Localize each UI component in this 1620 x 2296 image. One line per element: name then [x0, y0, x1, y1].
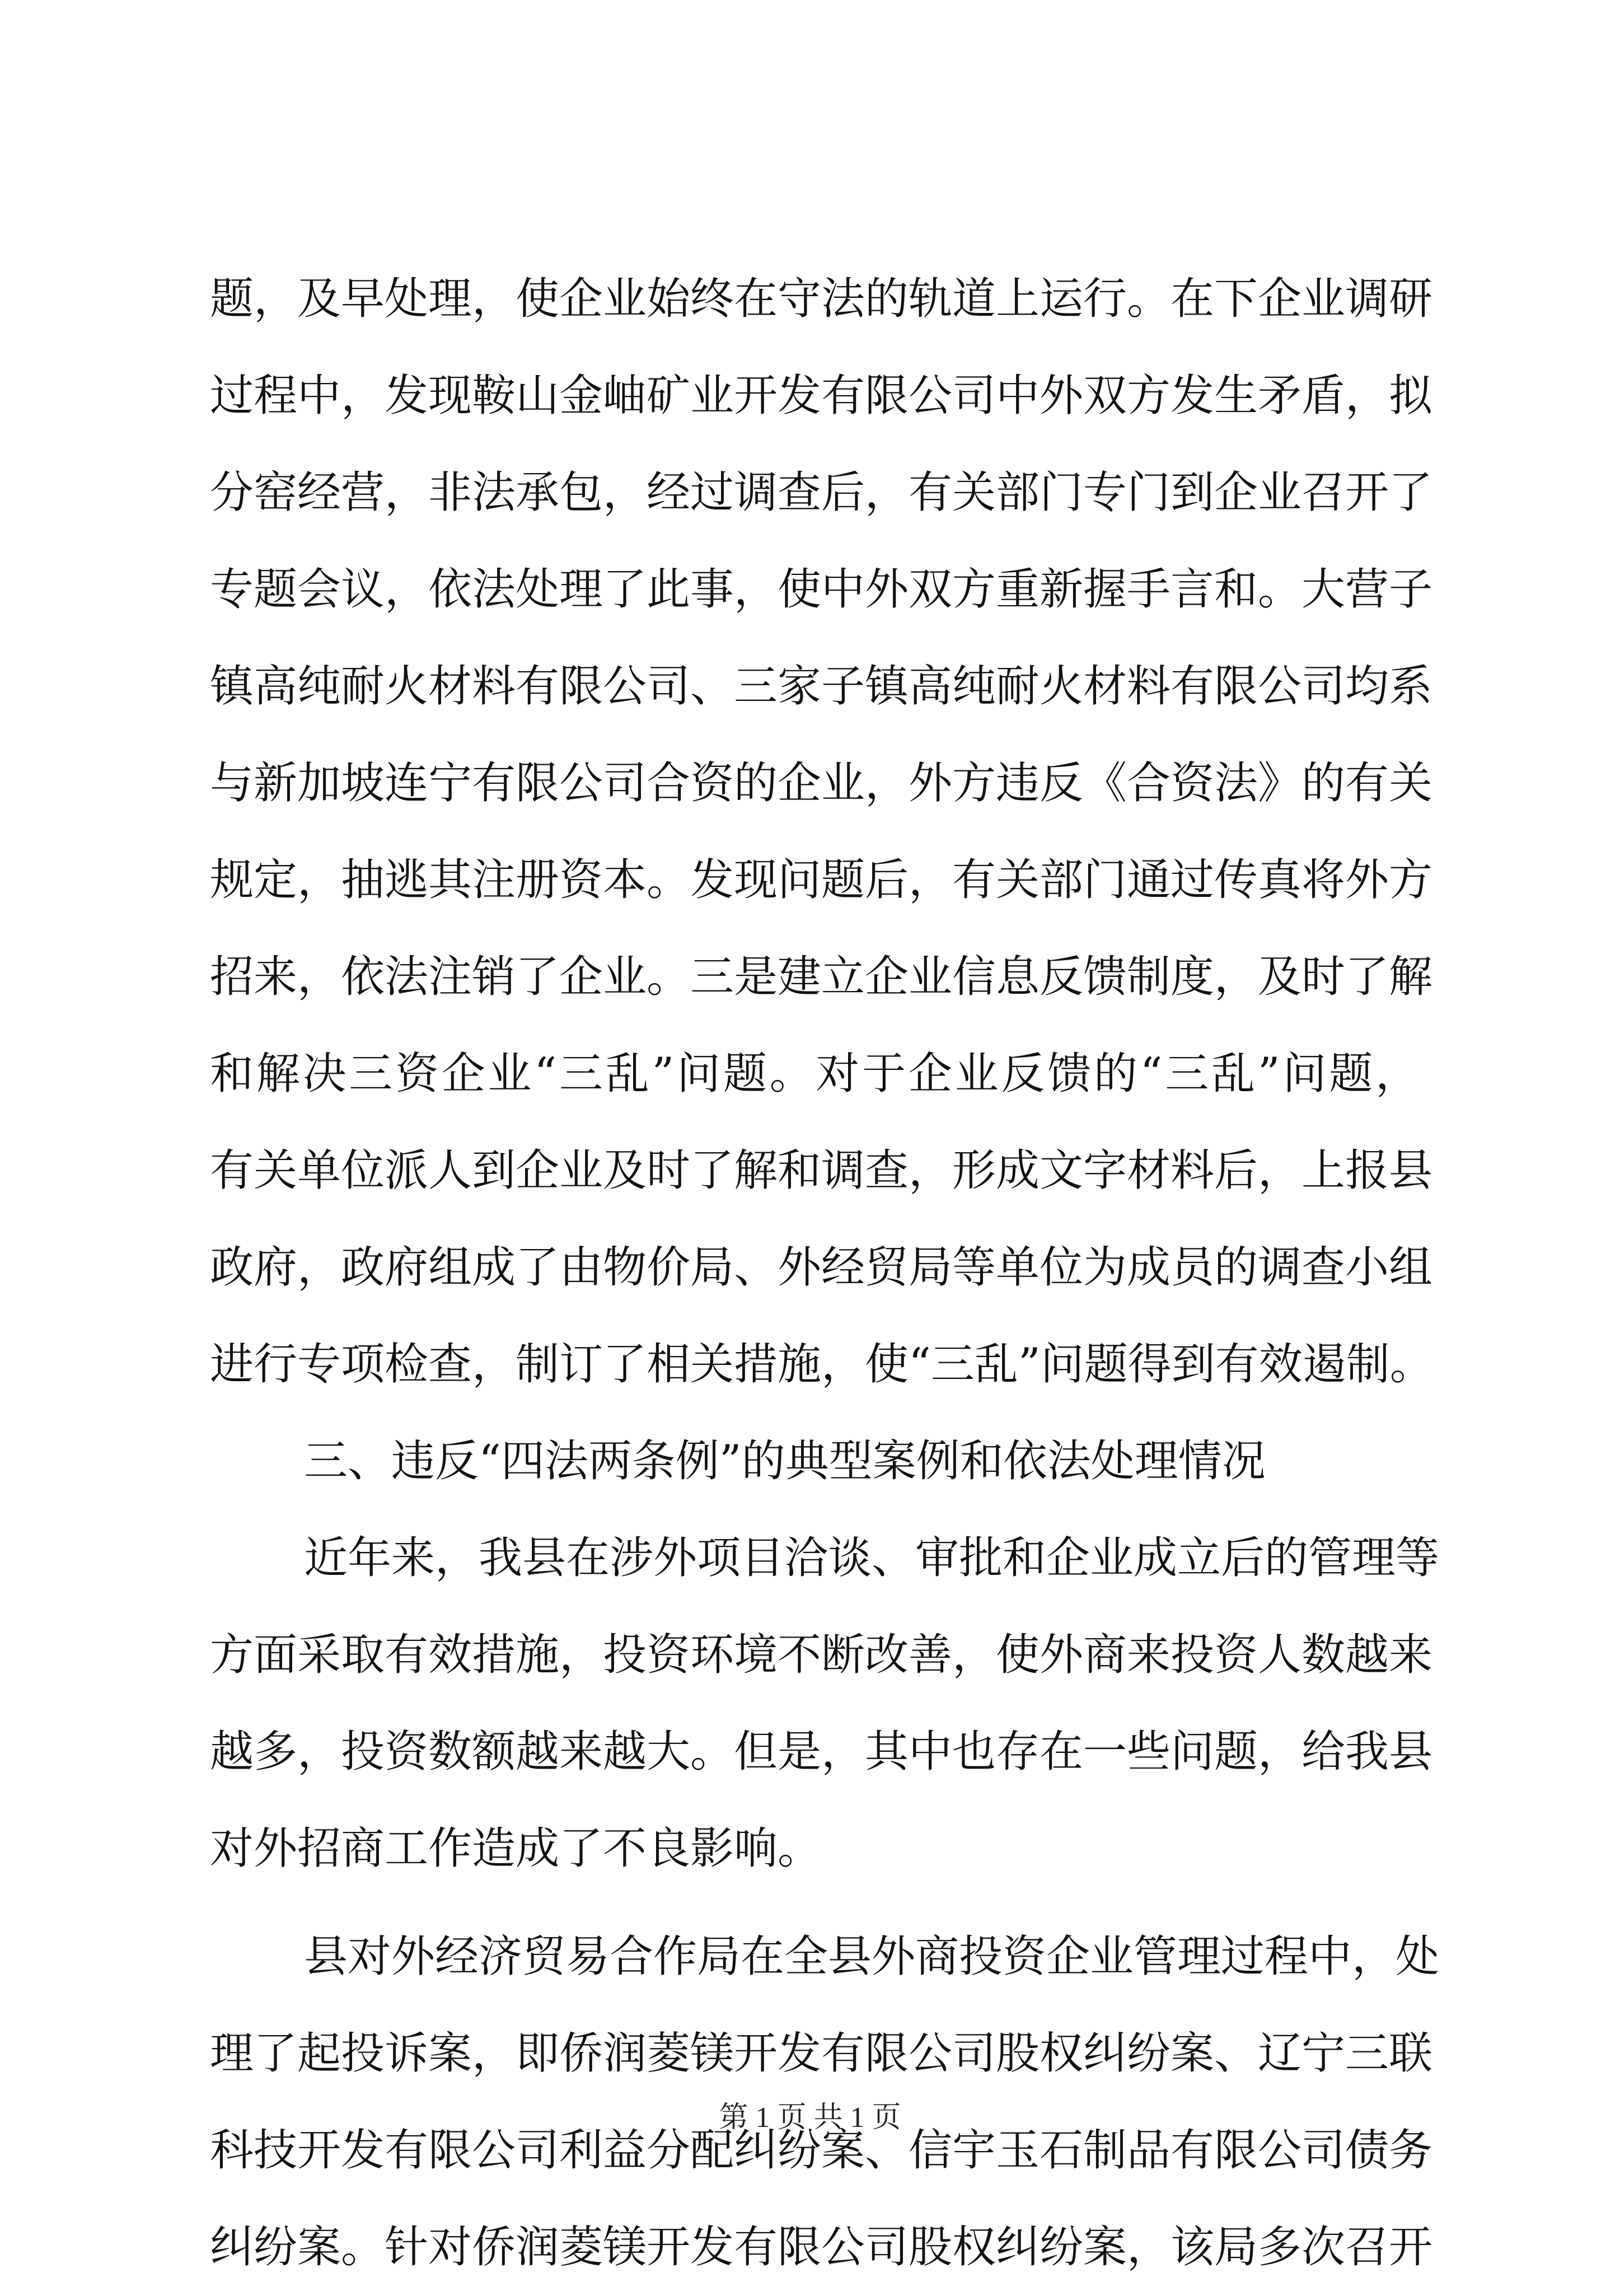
text-line: 方面采取有效措施，投资环境不断改善，使外商来投资人数越来 [210, 1630, 1433, 1680]
document-body [210, 251, 1440, 2296]
text-line: 进行专项检查，制订了相关措施，使“三乱”问题得到有效遏制。 [210, 1339, 1434, 1390]
text-line: 题，及早处理，使企业始终在守法的轨道上运行。在下企业调研 [210, 274, 1433, 324]
paragraph-spacer [210, 1897, 1419, 1909]
text-line: 纠纷案。针对侨润菱镁开发有限公司股权纠纷案，该局多次召开 [210, 2222, 1433, 2272]
text-line: 过程中，发现鞍山金岫矿业开发有限公司中外双方发生矛盾，拟 [210, 371, 1433, 421]
section-heading: 三、违反“四法两条例”的典型案例和依法处理情况 [304, 1436, 1266, 1486]
text-line: 科技开发有限公司利益分配纠纷案、信宇玉石制品有限公司债务 [210, 2125, 1433, 2176]
text-line: 理了起投诉案，即侨润菱镁开发有限公司股权纠纷案、辽宁三联 [210, 2028, 1433, 2079]
text-line: 和解决三资企业“三乱”问题。对于企业反馈的“三乱”问题， [210, 1049, 1419, 1099]
text-line: 对外招商工作造成了不良影响。 [210, 1823, 822, 1874]
text-line: 镇高纯耐火材料有限公司、三家子镇高纯耐火材料有限公司均系 [210, 661, 1433, 712]
text-line: 招来，依法注销了企业。三是建立企业信息反馈制度，及时了解 [210, 952, 1433, 1002]
text-line: 规定，抽逃其注册资本。发现问题后，有关部门通过传真将外方 [210, 855, 1433, 905]
text-line: 与新加坡连宁有限公司合资的企业，外方违反《合资法》的有关 [210, 758, 1433, 808]
text-line: 专题会议，依法处理了此事，使中外双方重新握手言和。大营子 [210, 564, 1433, 615]
page-number-footer: 第 1 页 共 1 页 [719, 2102, 901, 2134]
paragraph-1 [210, 251, 1434, 1413]
text-line: 有关单位派人到企业及时了解和调查，形成文字材料后，上报县 [210, 1145, 1433, 1196]
paragraph-2 [210, 1510, 1440, 1897]
text-line: 政府，政府组成了由物价局、外经贸局等单位为成员的调查小组 [210, 1242, 1433, 1293]
text-line: 近年来，我县在涉外项目洽谈、审批和企业成立后的管理等 [304, 1533, 1440, 1583]
text-line: 越多，投资数额越来越大。但是，其中也存在一些问题，给我县 [210, 1727, 1433, 1777]
text-line: 县对外经济贸易合作局在全县外商投资企业管理过程中，处 [304, 1932, 1440, 1982]
text-line: 分窑经营，非法承包，经过调查后，有关部门专门到企业召开了 [210, 467, 1433, 518]
